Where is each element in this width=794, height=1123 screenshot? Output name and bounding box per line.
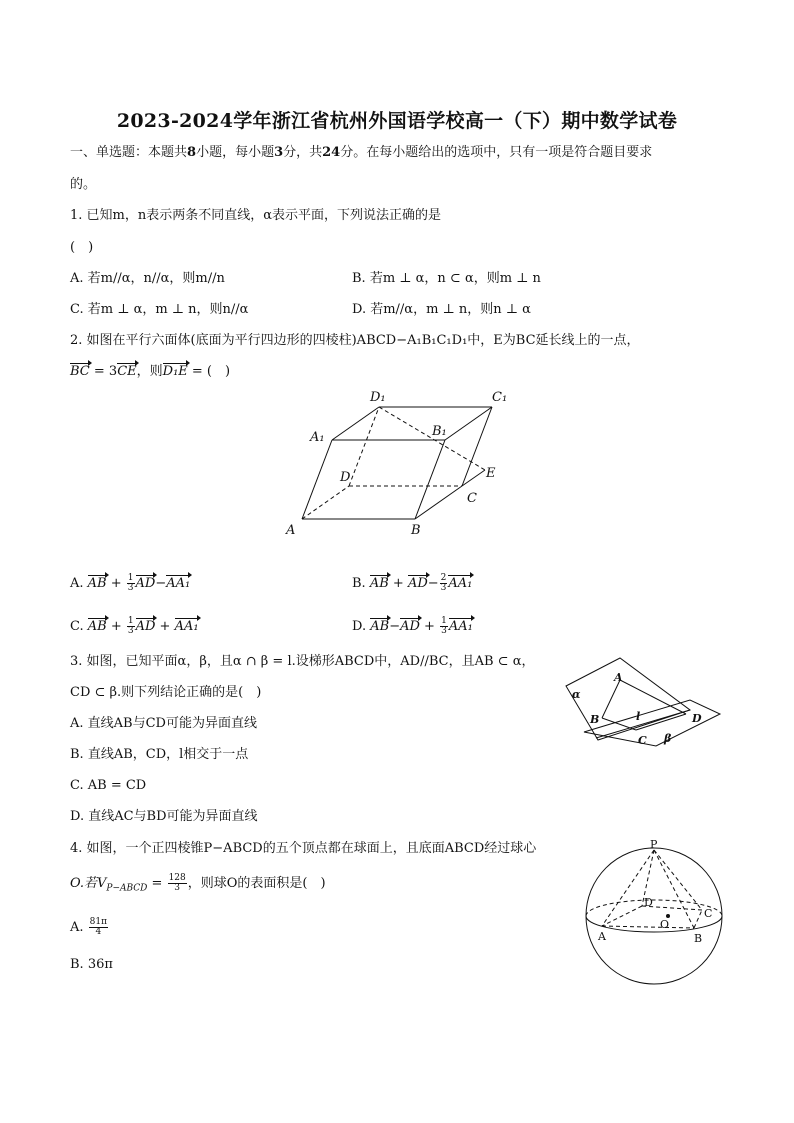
vector-d1e: D₁E [162, 364, 188, 379]
q2-option-b: B. AB + AD− $\frac{2}{3}$ AA₁ [352, 573, 473, 593]
equator-front [586, 916, 722, 932]
two-planes-figure [560, 652, 724, 752]
q4-stem-cont: O.若$V_{P-ABCD}$ = $\frac{128}{3}$ ，则球O的表面积是( ) [70, 873, 326, 894]
edge-b-c [415, 486, 462, 519]
vector-bc: BC [70, 364, 90, 379]
label-b: B [411, 523, 421, 538]
label-a: A [598, 930, 606, 943]
q1-option-a: A. 若m//α，n//α，则m//n [70, 271, 225, 286]
label-alpha: α [572, 688, 581, 701]
label-d: D [340, 470, 351, 485]
label-a: A [614, 671, 623, 684]
q3-option-d: D. 直线AC与BD可能为异面直线 [70, 809, 258, 824]
edge-da [602, 906, 642, 926]
page-title: 2023-2024学年浙江省杭州外国语学校高一（下）期中数学试卷 [116, 110, 678, 132]
q2-stem: 2. 如图在平行六面体(底面为平行四边形的四棱柱)ABCD−A₁B₁C₁D₁中，E为BC延长线上的一点， [70, 333, 640, 348]
label-c: C [704, 907, 713, 920]
trapezoid-cd [636, 714, 686, 730]
q3-stem: 3. 如图，已知平面α，β，且α ∩ β = l.设梯形ABCD中，AD//BC，且AB ⊂ α， [70, 654, 535, 669]
edge-b-b1 [415, 440, 445, 519]
edge-a1-d1 [332, 407, 379, 440]
parallelepiped-figure [280, 385, 520, 545]
vector-ce: CE [117, 364, 137, 379]
q2-option-c: C. AB + $\frac{1}{3}$ AD + AA₁ [70, 616, 199, 636]
section-heading: 一、单选题：本题共8小题，每小题3分，共24分。在每小题给出的选项中，只有一项是符合题目要求 [70, 145, 653, 160]
label-c: C [467, 491, 477, 506]
label-o: O [660, 918, 670, 931]
q2-condition: BC = 3CE，则D₁E = ( ) [70, 364, 231, 379]
edge-bc [694, 910, 702, 928]
label-d1: D₁ [370, 390, 386, 405]
label-b: B [590, 713, 600, 726]
q2-option-a: A. AB + $\frac{1}{3}$ AD−AA₁ [70, 573, 191, 593]
q1-option-d: D. 若m//α，m ⊥ n，则n ⊥ α [352, 302, 531, 317]
q1-stem: 1. 已知m，n表示两条不同直线，α表示平面，下列说法正确的是 [70, 208, 442, 223]
q4-option-a: A. $\frac{81\pi}{4}$ [70, 917, 108, 937]
q4-option-b: B. 36π [70, 957, 113, 972]
equator-back [586, 900, 722, 916]
label-c: C [638, 734, 647, 747]
label-d: D [692, 712, 702, 725]
label-d: D [644, 896, 653, 909]
label-p: P [650, 838, 658, 851]
edge-pb [654, 850, 694, 928]
label-b: B [694, 932, 703, 945]
q3-stem-cont: CD ⊂ β.则下列结论正确的是( ) [70, 685, 262, 700]
q2-option-d: D. AB−AD + $\frac{1}{3}$ AA₁ [352, 616, 473, 636]
q1-option-b: B. 若m ⊥ α，n ⊂ α，则m ⊥ n [352, 271, 541, 286]
label-l: l [636, 710, 641, 723]
q3-option-a: A. 直线AB与CD可能为异面直线 [70, 716, 257, 731]
edge-d-d1-hidden [349, 407, 379, 486]
section-heading-cont: 的。 [70, 177, 97, 192]
q1-paren: ( ) [70, 240, 94, 255]
edge-ab [602, 926, 694, 928]
q4-stem: 4. 如图，一个正四棱锥P−ABCD的五个顶点都在球面上，且底面ABCD经过球心 [70, 841, 537, 856]
q3-option-b: B. 直线AB，CD，l相交于一点 [70, 747, 249, 762]
label-c1: C₁ [492, 390, 508, 405]
q3-option-c: C. AB = CD [70, 778, 147, 793]
label-beta: β [664, 732, 672, 745]
label-b1: B₁ [432, 424, 447, 439]
edge-a-a1 [302, 440, 332, 519]
sphere-pyramid-figure [580, 838, 730, 988]
label-e: E [486, 466, 496, 481]
trapezoid-ad [620, 680, 686, 714]
label-a: A [286, 523, 296, 538]
sphere [586, 848, 722, 984]
trapezoid-bc [602, 718, 636, 730]
q1-option-c: C. 若m ⊥ α，m ⊥ n，则n//α [70, 302, 249, 317]
edge-pc [654, 850, 702, 910]
edge-b1-c1 [445, 407, 492, 440]
edge-a-d-hidden [302, 486, 349, 519]
trapezoid-ab [602, 680, 620, 718]
label-a1: A₁ [310, 430, 325, 445]
